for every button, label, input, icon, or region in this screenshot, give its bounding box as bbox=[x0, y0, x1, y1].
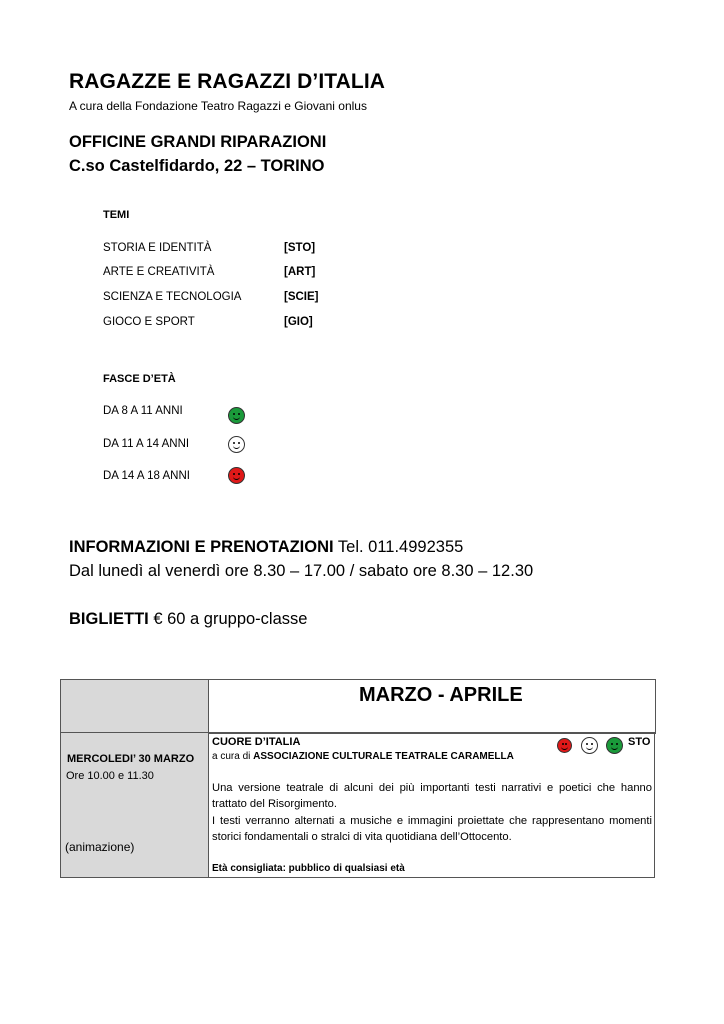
event-organizer: ASSOCIAZIONE CULTURALE TEATRALE CARAMELLA bbox=[253, 751, 514, 762]
event-theme-code: STO bbox=[628, 736, 651, 748]
info-label: INFORMAZIONI E PRENOTAZIONI bbox=[69, 538, 334, 556]
theme-code: [STO] bbox=[284, 242, 316, 254]
opening-hours: Dal lunedì al venerdì ore 8.30 – 17.00 / sabato ore 8.30 – 12.30 bbox=[69, 562, 534, 580]
schedule-header-right bbox=[209, 680, 656, 734]
age-group-label: DA 14 A 18 ANNI bbox=[103, 470, 190, 482]
red-smiley-icon bbox=[557, 738, 572, 753]
page-title: RAGAZZE E RAGAZZI D’ITALIA bbox=[69, 70, 386, 93]
venue-address: C.so Castelfidardo, 22 – TORINO bbox=[69, 157, 325, 175]
age-groups-heading: FASCE D’ETÀ bbox=[103, 373, 176, 385]
red-smiley-icon bbox=[228, 467, 245, 484]
event-row bbox=[60, 732, 655, 878]
green-smiley-icon bbox=[228, 407, 245, 424]
theme-code: [SCIE] bbox=[284, 291, 319, 303]
event-description-1: Una versione teatrale di alcuni dei più importanti testi narrativi e poetici che hanno trattato del Risorgimento. bbox=[212, 782, 652, 811]
age-group-label: DA 11 A 14 ANNI bbox=[103, 438, 190, 450]
event-date-cell bbox=[61, 733, 209, 877]
tickets-price: € 60 a gruppo-classe bbox=[153, 610, 308, 628]
tickets-label: BIGLIETTI bbox=[69, 610, 149, 628]
green-smiley-icon bbox=[606, 737, 623, 754]
page-subtitle: A cura della Fondazione Teatro Ragazzi e Giovani onlus bbox=[69, 99, 367, 113]
event-age-note: Età consigliata: pubblico di qualsiasi età bbox=[212, 863, 405, 874]
event-date: MERCOLEDI’ 30 MARZO bbox=[67, 753, 195, 765]
theme-code: [ART] bbox=[284, 266, 316, 278]
event-title: CUORE D’ITALIA bbox=[212, 736, 301, 748]
venue-name: OFFICINE GRANDI RIPARAZIONI bbox=[69, 133, 327, 151]
event-times: Ore 10.00 e 11.30 bbox=[66, 770, 154, 782]
event-organizer-line bbox=[212, 751, 514, 762]
event-kind: (animazione) bbox=[65, 840, 135, 854]
info-phone: Tel. 011.4992355 bbox=[337, 538, 464, 556]
tickets-line bbox=[69, 610, 307, 629]
schedule-header-left bbox=[61, 680, 209, 734]
info-line bbox=[69, 538, 463, 557]
age-group-label: DA 8 A 11 ANNI bbox=[103, 405, 183, 417]
themes-heading: TEMI bbox=[103, 209, 130, 221]
schedule-table bbox=[60, 679, 656, 734]
theme-label: ARTE E CREATIVITÀ bbox=[103, 266, 215, 278]
white-smiley-icon bbox=[581, 737, 598, 754]
theme-label: STORIA E IDENTITÀ bbox=[103, 242, 212, 254]
event-curated-prefix: a cura di bbox=[212, 751, 251, 762]
theme-code: [GIO] bbox=[284, 316, 313, 328]
white-smiley-icon bbox=[228, 436, 245, 453]
month-heading: MARZO - APRILE bbox=[359, 684, 523, 706]
theme-label: SCIENZA E TECNOLOGIA bbox=[103, 291, 242, 303]
theme-label: GIOCO E SPORT bbox=[103, 316, 195, 328]
event-description-2: I testi verranno alternati a musiche e immagini proiettate che rappresentano momenti storici fondamentali o stralci di vita quotidiana dell’Ottocento. bbox=[212, 815, 652, 844]
